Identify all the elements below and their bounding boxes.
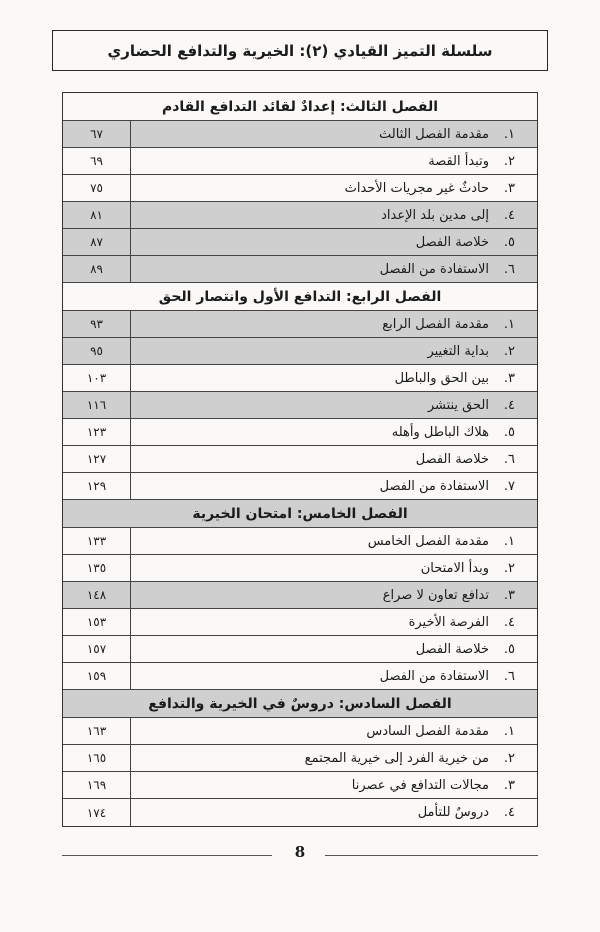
toc-entry-title: الاستفادة من الفصل (379, 478, 489, 494)
toc-entry-title-cell (131, 718, 537, 744)
toc-entry-row (63, 663, 537, 690)
toc-entry-title: مقدمة الفصل الثالث (378, 126, 489, 142)
toc-entry-title-cell (131, 528, 537, 554)
toc-entry-title: الحق ينتشر (427, 397, 489, 413)
toc-entry-number: ٢. (503, 750, 515, 766)
toc-entry-title-cell (131, 582, 537, 608)
toc-entry-row (63, 555, 537, 582)
toc-entry-title-cell (131, 175, 537, 201)
toc-entry-number: ٢. (503, 153, 515, 169)
toc-entry-page-number: ١٥٩ (63, 663, 131, 689)
toc-entry-page-number: ١٣٣ (63, 528, 131, 554)
toc-entry-page-number: ١٧٤ (63, 799, 131, 826)
toc-entry-row (63, 799, 537, 826)
toc-entry-title-cell (131, 473, 537, 499)
toc-entry-row (63, 446, 537, 473)
toc-entry-page-number: ١٥٣ (63, 609, 131, 635)
toc-entry-number: ٦. (503, 261, 515, 277)
toc-entry-title: بداية التغيير (427, 343, 489, 359)
toc-entry-number: ٤. (503, 207, 515, 223)
toc-entry-page-number: ١٢٧ (63, 446, 131, 472)
toc-entry-number: ٤. (503, 805, 515, 820)
toc-entry-title-cell (131, 229, 537, 255)
toc-entry-page-number: ١٥٧ (63, 636, 131, 662)
toc-entry-title: الاستفادة من الفصل (379, 261, 489, 277)
toc-entry-number: ٤. (503, 614, 515, 630)
toc-entry-number: ٥. (503, 641, 515, 657)
toc-entry-title: تدافع تعاون لا صراع (382, 587, 489, 603)
toc-entry-page-number: ٦٧ (63, 121, 131, 147)
toc-entry-title: هلاك الباطل وأهله (391, 424, 489, 440)
toc-entry-title: وتبدأ القصة (428, 153, 489, 169)
toc-entry-title-cell (131, 202, 537, 228)
toc-entry-number: ١. (503, 533, 515, 549)
toc-entry-page-number: ٩٥ (63, 338, 131, 364)
toc-entry-title-cell (131, 799, 537, 826)
toc-entry-title-cell (131, 311, 537, 337)
toc-entry-title: خلاصة الفصل (415, 234, 489, 250)
page-number: 8 (294, 843, 306, 861)
toc-entry-page-number: ٧٥ (63, 175, 131, 201)
toc-entry-number: ٣. (503, 180, 515, 196)
toc-entry-title-cell (131, 419, 537, 445)
toc-entry-title-cell (131, 609, 537, 635)
page-footer (0, 843, 600, 867)
toc-entry-page-number: ١٦٥ (63, 745, 131, 771)
chapter-heading: الفصل السادس: دروسٌ في الخيرية والتدافع (63, 690, 537, 718)
toc-entry-row (63, 365, 537, 392)
toc-entry-title-cell (131, 745, 537, 771)
toc-entry-row (63, 419, 537, 446)
toc-entry-row (63, 528, 537, 555)
toc-entry-title: حادثٌ غير مجريات الأحداث (344, 180, 489, 196)
toc-entry-number: ٤. (503, 397, 515, 413)
toc-entry-title-cell (131, 121, 537, 147)
book-series-title-text: سلسلة التميز القيادي (٢): الخيرية والتدافع الحضاري (107, 41, 493, 60)
toc-entry-page-number: ١٤٨ (63, 582, 131, 608)
toc-entry-title: مقدمة الفصل السادس (366, 723, 489, 739)
toc-entry-page-number: ١٢٩ (63, 473, 131, 499)
toc-entry-title-cell (131, 663, 537, 689)
toc-entry-title: مقدمة الفصل الخامس (367, 533, 489, 549)
toc-entry-title-cell (131, 446, 537, 472)
chapter-heading: الفصل الثالث: إعدادٌ لقائد التدافع القادم (63, 93, 537, 121)
toc-entry-number: ٥. (503, 234, 515, 250)
toc-entry-title: بين الحق والباطل (394, 370, 489, 386)
toc-entry-title: خلاصة الفصل (415, 451, 489, 467)
toc-entry-title-cell (131, 338, 537, 364)
toc-entry-row (63, 392, 537, 419)
toc-entry-title-cell (131, 772, 537, 798)
toc-entry-page-number: ١٠٣ (63, 365, 131, 391)
toc-entry-number: ٣. (503, 370, 515, 386)
toc-entry-title: إلى مدين بلد الإعداد (381, 207, 489, 223)
toc-entry-title: الفرصة الأخيرة (408, 614, 489, 630)
toc-entry-row (63, 202, 537, 229)
toc-entry-title: مقدمة الفصل الرابع (382, 316, 489, 332)
toc-entry-number: ٣. (503, 777, 515, 793)
book-series-title (52, 30, 548, 71)
toc-entry-title-cell (131, 148, 537, 174)
toc-entry-page-number: ٩٣ (63, 311, 131, 337)
toc-entry-number: ٢. (503, 343, 515, 359)
toc-entry-number: ٢. (503, 560, 515, 576)
toc-entry-title: دروسٌ للتأمل (417, 805, 489, 820)
toc-entry-row (63, 636, 537, 663)
table-of-contents (62, 92, 538, 827)
toc-entry-row (63, 229, 537, 256)
chapter-heading: الفصل الرابع: التدافع الأول وانتصار الحق (63, 283, 537, 311)
toc-entry-number: ٧. (503, 478, 515, 494)
toc-entry-page-number: ١٦٩ (63, 772, 131, 798)
toc-entry-title: مجالات التدافع في عصرنا (351, 777, 489, 793)
toc-entry-page-number: ٨٩ (63, 256, 131, 282)
toc-entry-title-cell (131, 636, 537, 662)
chapter-heading: الفصل الخامس: امتحان الخيرية (63, 500, 537, 528)
toc-entry-row (63, 121, 537, 148)
toc-entry-row (63, 311, 537, 338)
toc-entry-title-cell (131, 555, 537, 581)
toc-entry-title: خلاصة الفصل (415, 641, 489, 657)
toc-entry-row (63, 338, 537, 365)
toc-entry-row (63, 175, 537, 202)
toc-entry-page-number: ١٦٣ (63, 718, 131, 744)
toc-entry-page-number: ١١٦ (63, 392, 131, 418)
toc-entry-page-number: ٨٧ (63, 229, 131, 255)
toc-entry-title: الاستفادة من الفصل (379, 668, 489, 684)
toc-entry-page-number: ١٣٥ (63, 555, 131, 581)
toc-entry-title: وبدأ الامتحان (420, 560, 489, 576)
toc-entry-title-cell (131, 256, 537, 282)
toc-entry-title: من خيرية الفرد إلى خيرية المجتمع (304, 750, 489, 766)
toc-entry-title-cell (131, 392, 537, 418)
toc-entry-number: ٦. (503, 451, 515, 467)
toc-entry-page-number: ١٢٣ (63, 419, 131, 445)
toc-entry-row (63, 609, 537, 636)
toc-entry-number: ٥. (503, 424, 515, 440)
toc-entry-row (63, 745, 537, 772)
toc-entry-row (63, 582, 537, 609)
footer-divider-right (325, 855, 538, 856)
toc-entry-row (63, 256, 537, 283)
toc-entry-number: ٦. (503, 668, 515, 684)
toc-entry-row (63, 718, 537, 745)
footer-divider-left (62, 855, 272, 856)
toc-entry-number: ١. (503, 723, 515, 739)
toc-entry-number: ١. (503, 126, 515, 142)
toc-entry-row (63, 473, 537, 500)
toc-entry-page-number: ٦٩ (63, 148, 131, 174)
toc-entry-row (63, 148, 537, 175)
toc-entry-number: ١. (503, 316, 515, 332)
toc-entry-page-number: ٨١ (63, 202, 131, 228)
toc-entry-number: ٣. (503, 587, 515, 603)
toc-entry-title-cell (131, 365, 537, 391)
toc-entry-row (63, 772, 537, 799)
